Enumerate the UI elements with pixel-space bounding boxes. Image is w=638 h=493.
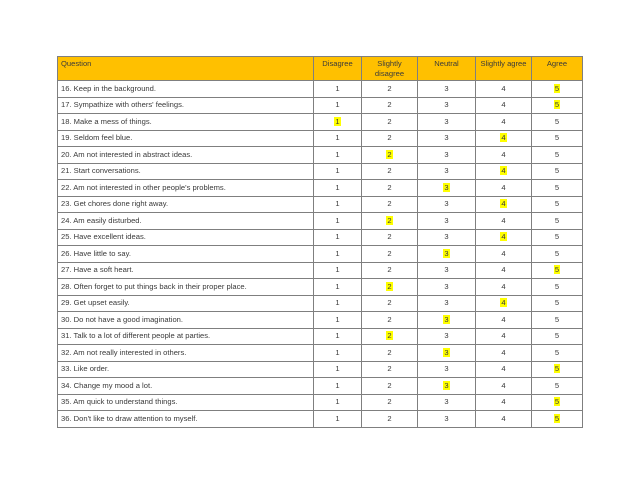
response-cell-disagree bbox=[314, 130, 362, 147]
question-cell: 18. Make a mess of things. bbox=[58, 114, 314, 131]
scale-value: 5 bbox=[554, 116, 560, 126]
question-cell: 35. Am quick to understand things. bbox=[58, 394, 314, 411]
scale-value: 2 bbox=[387, 397, 392, 407]
response-cell-disagree bbox=[314, 196, 362, 213]
scale-value: 1 bbox=[335, 232, 340, 242]
scale-value: 1 bbox=[335, 265, 340, 275]
scale-value: 1 bbox=[335, 166, 340, 176]
header-row bbox=[58, 57, 583, 81]
response-cell-neutral bbox=[418, 229, 476, 246]
selected-scale-value: 4 bbox=[501, 232, 506, 242]
response-cell-agree bbox=[532, 262, 583, 279]
question-cell: 26. Have little to say. bbox=[58, 246, 314, 263]
response-cell-slightly-disagree bbox=[362, 262, 418, 279]
scale-value: 3 bbox=[444, 265, 449, 275]
scale-value: 4 bbox=[501, 413, 506, 423]
response-cell-slightly-agree bbox=[476, 163, 532, 180]
response-cell-slightly-agree bbox=[476, 81, 532, 98]
response-cell-slightly-agree bbox=[476, 279, 532, 296]
selected-scale-value: 3 bbox=[444, 248, 449, 258]
scale-value: 5 bbox=[554, 215, 560, 225]
response-cell-agree bbox=[532, 394, 583, 411]
selected-scale-value: 5 bbox=[554, 83, 560, 93]
scale-value: 2 bbox=[387, 116, 392, 126]
response-cell-disagree bbox=[314, 279, 362, 296]
question-cell: 27. Have a soft heart. bbox=[58, 262, 314, 279]
response-cell-slightly-disagree bbox=[362, 196, 418, 213]
response-cell-slightly-agree bbox=[476, 345, 532, 362]
response-cell-disagree bbox=[314, 97, 362, 114]
scale-value: 2 bbox=[387, 199, 392, 209]
response-cell-disagree bbox=[314, 378, 362, 395]
scale-value: 5 bbox=[554, 331, 560, 341]
response-cell-slightly-agree bbox=[476, 378, 532, 395]
selected-scale-value: 5 bbox=[554, 413, 560, 423]
table-row bbox=[58, 361, 583, 378]
response-cell-slightly-disagree bbox=[362, 130, 418, 147]
question-cell: 16. Keep in the background. bbox=[58, 81, 314, 98]
response-cell-disagree bbox=[314, 163, 362, 180]
response-cell-slightly-agree bbox=[476, 130, 532, 147]
scale-value: 1 bbox=[335, 100, 340, 110]
response-cell-slightly-disagree bbox=[362, 411, 418, 428]
scale-value: 4 bbox=[501, 347, 506, 357]
scale-value: 3 bbox=[444, 232, 449, 242]
scale-value: 2 bbox=[387, 182, 392, 192]
scale-value: 5 bbox=[554, 298, 560, 308]
scale-value: 2 bbox=[387, 364, 392, 374]
table-row bbox=[58, 97, 583, 114]
response-cell-slightly-disagree bbox=[362, 81, 418, 98]
response-cell-agree bbox=[532, 130, 583, 147]
scale-value: 1 bbox=[335, 199, 340, 209]
response-cell-disagree bbox=[314, 312, 362, 329]
scale-value: 1 bbox=[335, 347, 340, 357]
scale-value: 1 bbox=[335, 281, 340, 291]
response-cell-neutral bbox=[418, 279, 476, 296]
question-cell: 31. Talk to a lot of different people at parties. bbox=[58, 328, 314, 345]
response-cell-neutral bbox=[418, 163, 476, 180]
response-cell-agree bbox=[532, 246, 583, 263]
response-cell-disagree bbox=[314, 262, 362, 279]
response-cell-slightly-disagree bbox=[362, 295, 418, 312]
response-cell-neutral bbox=[418, 180, 476, 197]
response-cell-slightly-agree bbox=[476, 97, 532, 114]
scale-value: 3 bbox=[444, 149, 449, 159]
scale-value: 1 bbox=[335, 413, 340, 423]
response-cell-agree bbox=[532, 180, 583, 197]
scale-value: 4 bbox=[501, 215, 506, 225]
response-cell-slightly-agree bbox=[476, 229, 532, 246]
response-cell-disagree bbox=[314, 180, 362, 197]
selected-scale-value: 2 bbox=[387, 149, 392, 159]
question-cell: 36. Don't like to draw attention to myself. bbox=[58, 411, 314, 428]
scale-value: 5 bbox=[554, 232, 560, 242]
selected-scale-value: 3 bbox=[444, 380, 449, 390]
column-header-disagree: Disagree bbox=[314, 57, 362, 81]
selected-scale-value: 2 bbox=[387, 281, 392, 291]
response-cell-agree bbox=[532, 229, 583, 246]
scale-value: 2 bbox=[387, 133, 392, 143]
table-row bbox=[58, 180, 583, 197]
scale-value: 5 bbox=[554, 133, 560, 143]
response-cell-neutral bbox=[418, 81, 476, 98]
scale-value: 4 bbox=[501, 182, 506, 192]
response-cell-agree bbox=[532, 378, 583, 395]
response-cell-neutral bbox=[418, 361, 476, 378]
scale-value: 3 bbox=[444, 100, 449, 110]
response-cell-neutral bbox=[418, 262, 476, 279]
scale-value: 4 bbox=[501, 314, 506, 324]
table-row bbox=[58, 229, 583, 246]
response-cell-slightly-agree bbox=[476, 147, 532, 164]
response-cell-slightly-disagree bbox=[362, 345, 418, 362]
table-row bbox=[58, 114, 583, 131]
response-cell-agree bbox=[532, 279, 583, 296]
scale-value: 2 bbox=[387, 83, 392, 93]
selected-scale-value: 2 bbox=[387, 215, 392, 225]
response-cell-slightly-disagree bbox=[362, 180, 418, 197]
column-header-question: Question bbox=[58, 57, 314, 81]
scale-value: 5 bbox=[554, 281, 560, 291]
selected-scale-value: 3 bbox=[444, 314, 449, 324]
response-cell-disagree bbox=[314, 114, 362, 131]
scale-value: 2 bbox=[387, 314, 392, 324]
table-row bbox=[58, 196, 583, 213]
question-cell: 29. Get upset easily. bbox=[58, 295, 314, 312]
scale-value: 2 bbox=[387, 298, 392, 308]
selected-scale-value: 5 bbox=[554, 364, 560, 374]
scale-value: 1 bbox=[335, 133, 340, 143]
question-cell: 24. Am easily disturbed. bbox=[58, 213, 314, 230]
response-cell-slightly-disagree bbox=[362, 312, 418, 329]
scale-value: 3 bbox=[444, 166, 449, 176]
scale-value: 1 bbox=[335, 298, 340, 308]
response-cell-disagree bbox=[314, 246, 362, 263]
response-cell-slightly-agree bbox=[476, 180, 532, 197]
response-cell-agree bbox=[532, 213, 583, 230]
question-cell: 33. Like order. bbox=[58, 361, 314, 378]
selected-scale-value: 5 bbox=[554, 397, 560, 407]
response-cell-slightly-disagree bbox=[362, 378, 418, 395]
response-cell-slightly-agree bbox=[476, 394, 532, 411]
response-cell-agree bbox=[532, 411, 583, 428]
response-cell-slightly-disagree bbox=[362, 279, 418, 296]
response-cell-slightly-agree bbox=[476, 312, 532, 329]
selected-scale-value: 4 bbox=[501, 298, 506, 308]
scale-value: 3 bbox=[444, 397, 449, 407]
table-row bbox=[58, 246, 583, 263]
selected-scale-value: 1 bbox=[335, 116, 340, 126]
response-cell-neutral bbox=[418, 328, 476, 345]
selected-scale-value: 5 bbox=[554, 100, 560, 110]
question-cell: 25. Have excellent ideas. bbox=[58, 229, 314, 246]
response-cell-slightly-disagree bbox=[362, 394, 418, 411]
response-cell-neutral bbox=[418, 147, 476, 164]
question-cell: 23. Get chores done right away. bbox=[58, 196, 314, 213]
response-cell-disagree bbox=[314, 394, 362, 411]
table-row bbox=[58, 378, 583, 395]
table-row bbox=[58, 130, 583, 147]
response-cell-slightly-agree bbox=[476, 262, 532, 279]
response-cell-agree bbox=[532, 328, 583, 345]
scale-value: 1 bbox=[335, 248, 340, 258]
column-header-slightly-disagree: Slightly disagree bbox=[362, 57, 418, 81]
selected-scale-value: 4 bbox=[501, 199, 506, 209]
response-cell-neutral bbox=[418, 411, 476, 428]
table-row bbox=[58, 328, 583, 345]
table-row bbox=[58, 394, 583, 411]
scale-value: 2 bbox=[387, 413, 392, 423]
response-cell-disagree bbox=[314, 81, 362, 98]
selected-scale-value: 5 bbox=[554, 265, 560, 275]
response-cell-neutral bbox=[418, 196, 476, 213]
column-header-agree: Agree bbox=[532, 57, 583, 81]
scale-value: 3 bbox=[444, 133, 449, 143]
response-cell-neutral bbox=[418, 312, 476, 329]
response-cell-slightly-disagree bbox=[362, 246, 418, 263]
response-cell-disagree bbox=[314, 361, 362, 378]
response-cell-neutral bbox=[418, 114, 476, 131]
scale-value: 1 bbox=[335, 380, 340, 390]
response-cell-neutral bbox=[418, 378, 476, 395]
response-cell-neutral bbox=[418, 213, 476, 230]
scale-value: 5 bbox=[554, 149, 560, 159]
table-row bbox=[58, 213, 583, 230]
scale-value: 5 bbox=[554, 182, 560, 192]
response-cell-slightly-agree bbox=[476, 114, 532, 131]
response-cell-agree bbox=[532, 147, 583, 164]
response-cell-slightly-disagree bbox=[362, 328, 418, 345]
selected-scale-value: 4 bbox=[501, 133, 506, 143]
scale-value: 3 bbox=[444, 331, 449, 341]
selected-scale-value: 3 bbox=[444, 182, 449, 192]
response-cell-slightly-agree bbox=[476, 295, 532, 312]
scale-value: 1 bbox=[335, 83, 340, 93]
table-row bbox=[58, 81, 583, 98]
response-cell-slightly-disagree bbox=[362, 229, 418, 246]
selected-scale-value: 3 bbox=[444, 347, 449, 357]
response-cell-disagree bbox=[314, 328, 362, 345]
question-cell: 22. Am not interested in other people's problems. bbox=[58, 180, 314, 197]
scale-value: 3 bbox=[444, 281, 449, 291]
table-row bbox=[58, 163, 583, 180]
response-cell-neutral bbox=[418, 130, 476, 147]
scale-value: 4 bbox=[501, 116, 506, 126]
table-row bbox=[58, 262, 583, 279]
response-cell-slightly-agree bbox=[476, 246, 532, 263]
response-cell-slightly-agree bbox=[476, 328, 532, 345]
response-cell-slightly-disagree bbox=[362, 213, 418, 230]
question-cell: 17. Sympathize with others' feelings. bbox=[58, 97, 314, 114]
column-header-neutral: Neutral bbox=[418, 57, 476, 81]
scale-value: 4 bbox=[501, 364, 506, 374]
question-cell: 28. Often forget to put things back in their proper place. bbox=[58, 279, 314, 296]
scale-value: 3 bbox=[444, 215, 449, 225]
scale-value: 1 bbox=[335, 215, 340, 225]
scale-value: 3 bbox=[444, 413, 449, 423]
response-cell-slightly-agree bbox=[476, 196, 532, 213]
response-cell-disagree bbox=[314, 147, 362, 164]
scale-value: 5 bbox=[554, 380, 560, 390]
column-header-slightly-agree: Slightly agree bbox=[476, 57, 532, 81]
scale-value: 3 bbox=[444, 364, 449, 374]
response-cell-disagree bbox=[314, 411, 362, 428]
scale-value: 4 bbox=[501, 380, 506, 390]
response-cell-agree bbox=[532, 345, 583, 362]
scale-value: 1 bbox=[335, 149, 340, 159]
response-cell-disagree bbox=[314, 345, 362, 362]
response-cell-disagree bbox=[314, 213, 362, 230]
scale-value: 4 bbox=[501, 265, 506, 275]
response-cell-slightly-disagree bbox=[362, 163, 418, 180]
table-row bbox=[58, 411, 583, 428]
response-cell-disagree bbox=[314, 295, 362, 312]
response-cell-slightly-disagree bbox=[362, 114, 418, 131]
response-cell-slightly-agree bbox=[476, 411, 532, 428]
scale-value: 1 bbox=[335, 397, 340, 407]
response-cell-slightly-disagree bbox=[362, 97, 418, 114]
table-row bbox=[58, 345, 583, 362]
scale-value: 1 bbox=[335, 331, 340, 341]
survey-table bbox=[57, 56, 583, 428]
scale-value: 5 bbox=[554, 347, 560, 357]
scale-value: 3 bbox=[444, 83, 449, 93]
response-cell-slightly-agree bbox=[476, 361, 532, 378]
scale-value: 5 bbox=[554, 199, 560, 209]
question-cell: 30. Do not have a good imagination. bbox=[58, 312, 314, 329]
question-cell: 32. Am not really interested in others. bbox=[58, 345, 314, 362]
question-cell: 19. Seldom feel blue. bbox=[58, 130, 314, 147]
response-cell-agree bbox=[532, 196, 583, 213]
response-cell-agree bbox=[532, 361, 583, 378]
response-cell-agree bbox=[532, 97, 583, 114]
scale-value: 2 bbox=[387, 380, 392, 390]
scale-value: 1 bbox=[335, 182, 340, 192]
scale-value: 5 bbox=[554, 314, 560, 324]
scale-value: 5 bbox=[554, 248, 560, 258]
response-cell-agree bbox=[532, 163, 583, 180]
scale-value: 2 bbox=[387, 232, 392, 242]
scale-value: 2 bbox=[387, 248, 392, 258]
scale-value: 3 bbox=[444, 116, 449, 126]
response-cell-agree bbox=[532, 114, 583, 131]
scale-value: 4 bbox=[501, 281, 506, 291]
scale-value: 2 bbox=[387, 265, 392, 275]
table-row bbox=[58, 279, 583, 296]
table-row bbox=[58, 295, 583, 312]
scale-value: 1 bbox=[335, 364, 340, 374]
response-cell-neutral bbox=[418, 345, 476, 362]
survey-body bbox=[58, 81, 583, 428]
response-cell-neutral bbox=[418, 394, 476, 411]
scale-value: 2 bbox=[387, 166, 392, 176]
response-cell-slightly-agree bbox=[476, 213, 532, 230]
scale-value: 3 bbox=[444, 199, 449, 209]
table-row bbox=[58, 312, 583, 329]
response-cell-neutral bbox=[418, 97, 476, 114]
table-row bbox=[58, 147, 583, 164]
scale-value: 1 bbox=[335, 314, 340, 324]
scale-value: 4 bbox=[501, 248, 506, 258]
response-cell-neutral bbox=[418, 246, 476, 263]
response-cell-agree bbox=[532, 312, 583, 329]
selected-scale-value: 4 bbox=[501, 166, 506, 176]
response-cell-disagree bbox=[314, 229, 362, 246]
scale-value: 2 bbox=[387, 347, 392, 357]
scale-value: 4 bbox=[501, 83, 506, 93]
question-cell: 34. Change my mood a lot. bbox=[58, 378, 314, 395]
question-cell: 20. Am not interested in abstract ideas. bbox=[58, 147, 314, 164]
scale-value: 4 bbox=[501, 331, 506, 341]
selected-scale-value: 2 bbox=[387, 331, 392, 341]
response-cell-neutral bbox=[418, 295, 476, 312]
response-cell-slightly-disagree bbox=[362, 147, 418, 164]
scale-value: 5 bbox=[554, 166, 560, 176]
response-cell-slightly-disagree bbox=[362, 361, 418, 378]
response-cell-agree bbox=[532, 295, 583, 312]
scale-value: 4 bbox=[501, 149, 506, 159]
question-cell: 21. Start conversations. bbox=[58, 163, 314, 180]
scale-value: 4 bbox=[501, 100, 506, 110]
scale-value: 3 bbox=[444, 298, 449, 308]
response-cell-agree bbox=[532, 81, 583, 98]
scale-value: 2 bbox=[387, 100, 392, 110]
scale-value: 4 bbox=[501, 397, 506, 407]
